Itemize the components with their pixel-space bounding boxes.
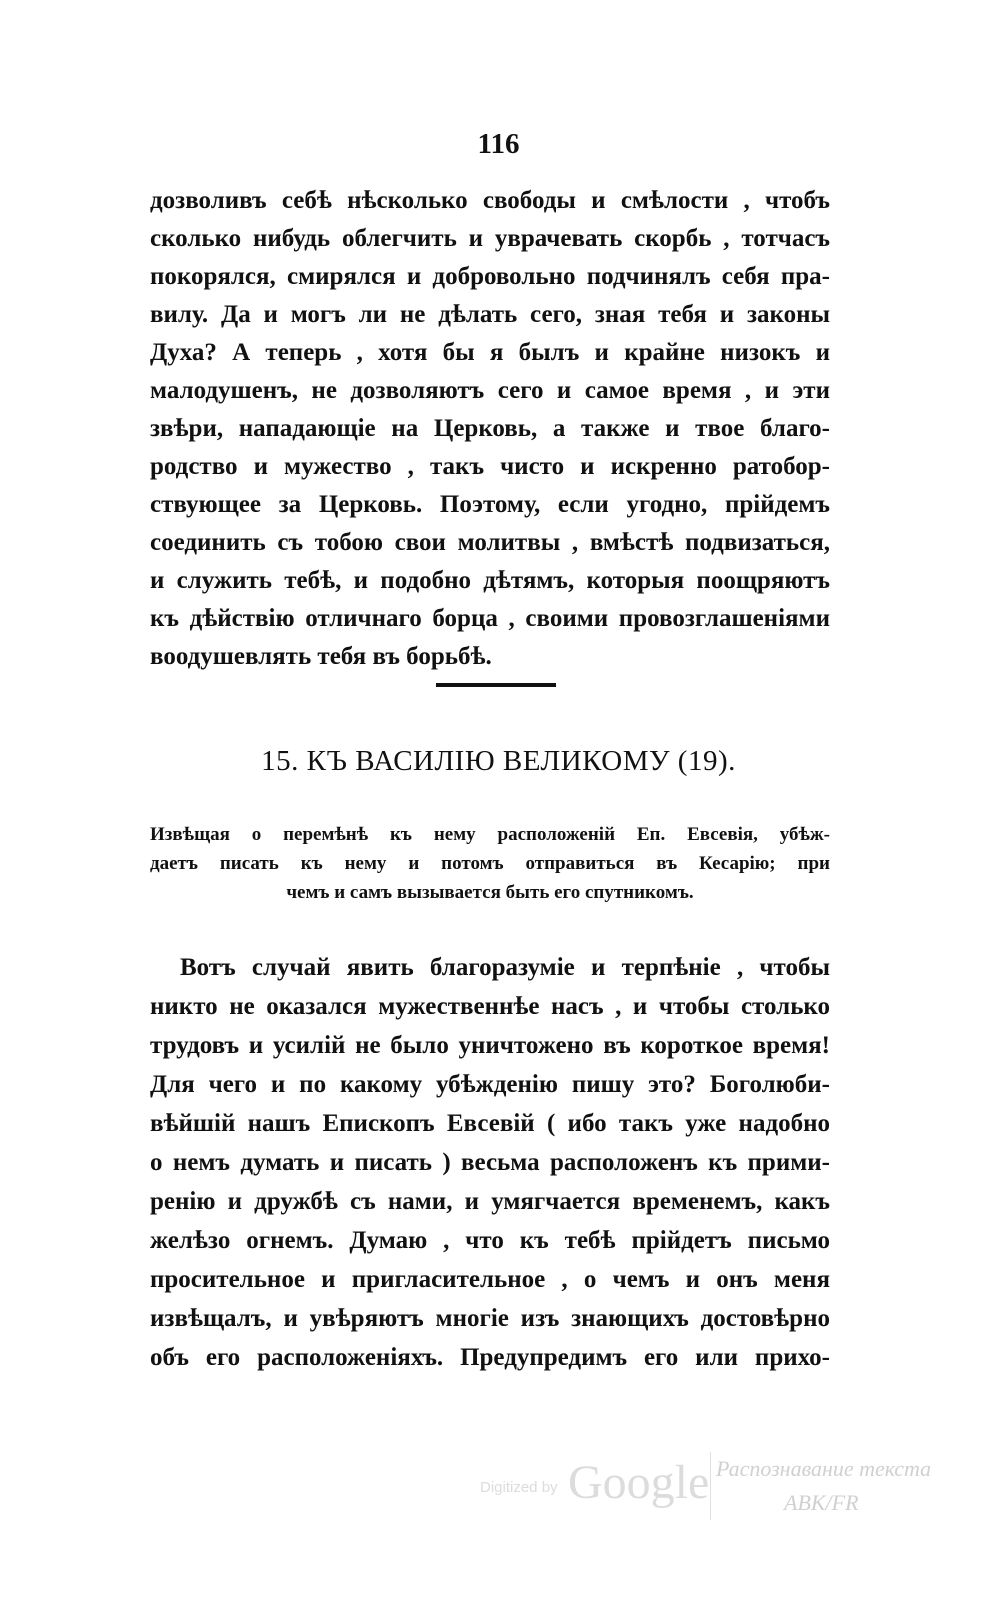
stamp-line: Распознавание текста: [716, 1456, 932, 1481]
section-summary: [150, 820, 830, 907]
summary-line: чемъ и самъ вызывается быть его спутникомъ.: [286, 882, 694, 903]
text-line: просительное и пригласительное , о чемъ и онъ меня: [150, 1266, 830, 1293]
text-line: Для чего и по какому убѣжденію пишу это? Боголюби-: [150, 1071, 830, 1098]
text-line: Вотъ случай явить благоразуміе и терпѣніе , чтобы: [180, 954, 830, 981]
text-line: и служить тебѣ, и подобно дѣтямъ, которыя поощряютъ: [150, 567, 830, 594]
digitized-by-label: Digitized by: [480, 1479, 558, 1496]
text-line: воодушевлять тебя въ борьбѣ.: [150, 643, 492, 670]
page-number: 116: [477, 128, 520, 160]
text-line: сколько нибудь облегчить и уврачевать скорбь , тотчасъ: [150, 225, 830, 252]
text-line: ствующее за Церковь. Поэтому, если угодно, прійдемъ: [150, 491, 830, 518]
text-line: покорялся, смирялся и добровольно подчинялъ себя пра-: [150, 263, 830, 290]
text-line: извѣщалъ, и увѣряютъ многіе изъ знающихъ достовѣрно: [150, 1305, 830, 1332]
text-line: звѣри, нападающіе на Церковь, а также и твое благо-: [150, 415, 830, 442]
text-line: соединить съ тобою свои молитвы , вмѣстѣ подвизаться,: [150, 529, 830, 556]
text-line: о немъ думать и писать ) весьма расположенъ къ прими-: [150, 1149, 830, 1176]
text-line: къ дѣйствію отличнаго борца , своими провозглашеніями: [150, 605, 830, 632]
text-line: желѣзо огнемъ. Думаю , что къ тебѣ прійдетъ письмо: [150, 1227, 830, 1254]
summary-line: даетъ писать къ нему и потомъ отправиться въ Кесарію; при: [150, 853, 830, 874]
paragraph-1: [150, 182, 830, 676]
text-line: никто не оказался мужественнѣе насъ , и чтобы столько: [150, 993, 830, 1020]
text-line: Духа? А теперь , хотя бы я былъ и крайне низокъ и: [150, 339, 830, 366]
text-line: ренію и дружбѣ съ нами, и умягчается временемъ, какъ: [150, 1188, 830, 1215]
text-line: дозволивъ себѣ нѣсколько свободы и смѣлости , чтобъ: [150, 187, 830, 214]
google-watermark: [480, 1455, 730, 1515]
text-line: объ его расположеніяхъ. Предупредимъ его или прихо-: [150, 1344, 830, 1371]
text-line: малодушенъ, не дозволяютъ сего и самое время , и эти: [150, 377, 830, 404]
google-logo: Google: [568, 1456, 710, 1509]
text-line: вѣйшій нашъ Епископъ Евсевій ( ибо такъ уже надобно: [150, 1110, 830, 1137]
text-line: вилу. Да и могъ ли не дѣлать сего, зная тебя и законы: [150, 301, 830, 328]
ocr-stamp: [716, 1452, 966, 1520]
text-line: родство и мужество , такъ чисто и искренно ратобор-: [150, 453, 830, 480]
section-heading: 15. КЪ ВАСИЛІЮ ВЕЛИКОМУ (19).: [261, 745, 736, 777]
section-divider: [436, 683, 556, 687]
text-line: трудовъ и усилій не было уничтожено въ короткое время!: [150, 1032, 830, 1059]
watermark-separator: [710, 1452, 711, 1520]
summary-line: Извѣщая о перемѣнѣ къ нему расположеній Еп. Евсевія, убѣж-: [150, 824, 830, 845]
paragraph-2: [150, 948, 830, 1377]
stamp-line: ABK/FR: [784, 1490, 859, 1515]
